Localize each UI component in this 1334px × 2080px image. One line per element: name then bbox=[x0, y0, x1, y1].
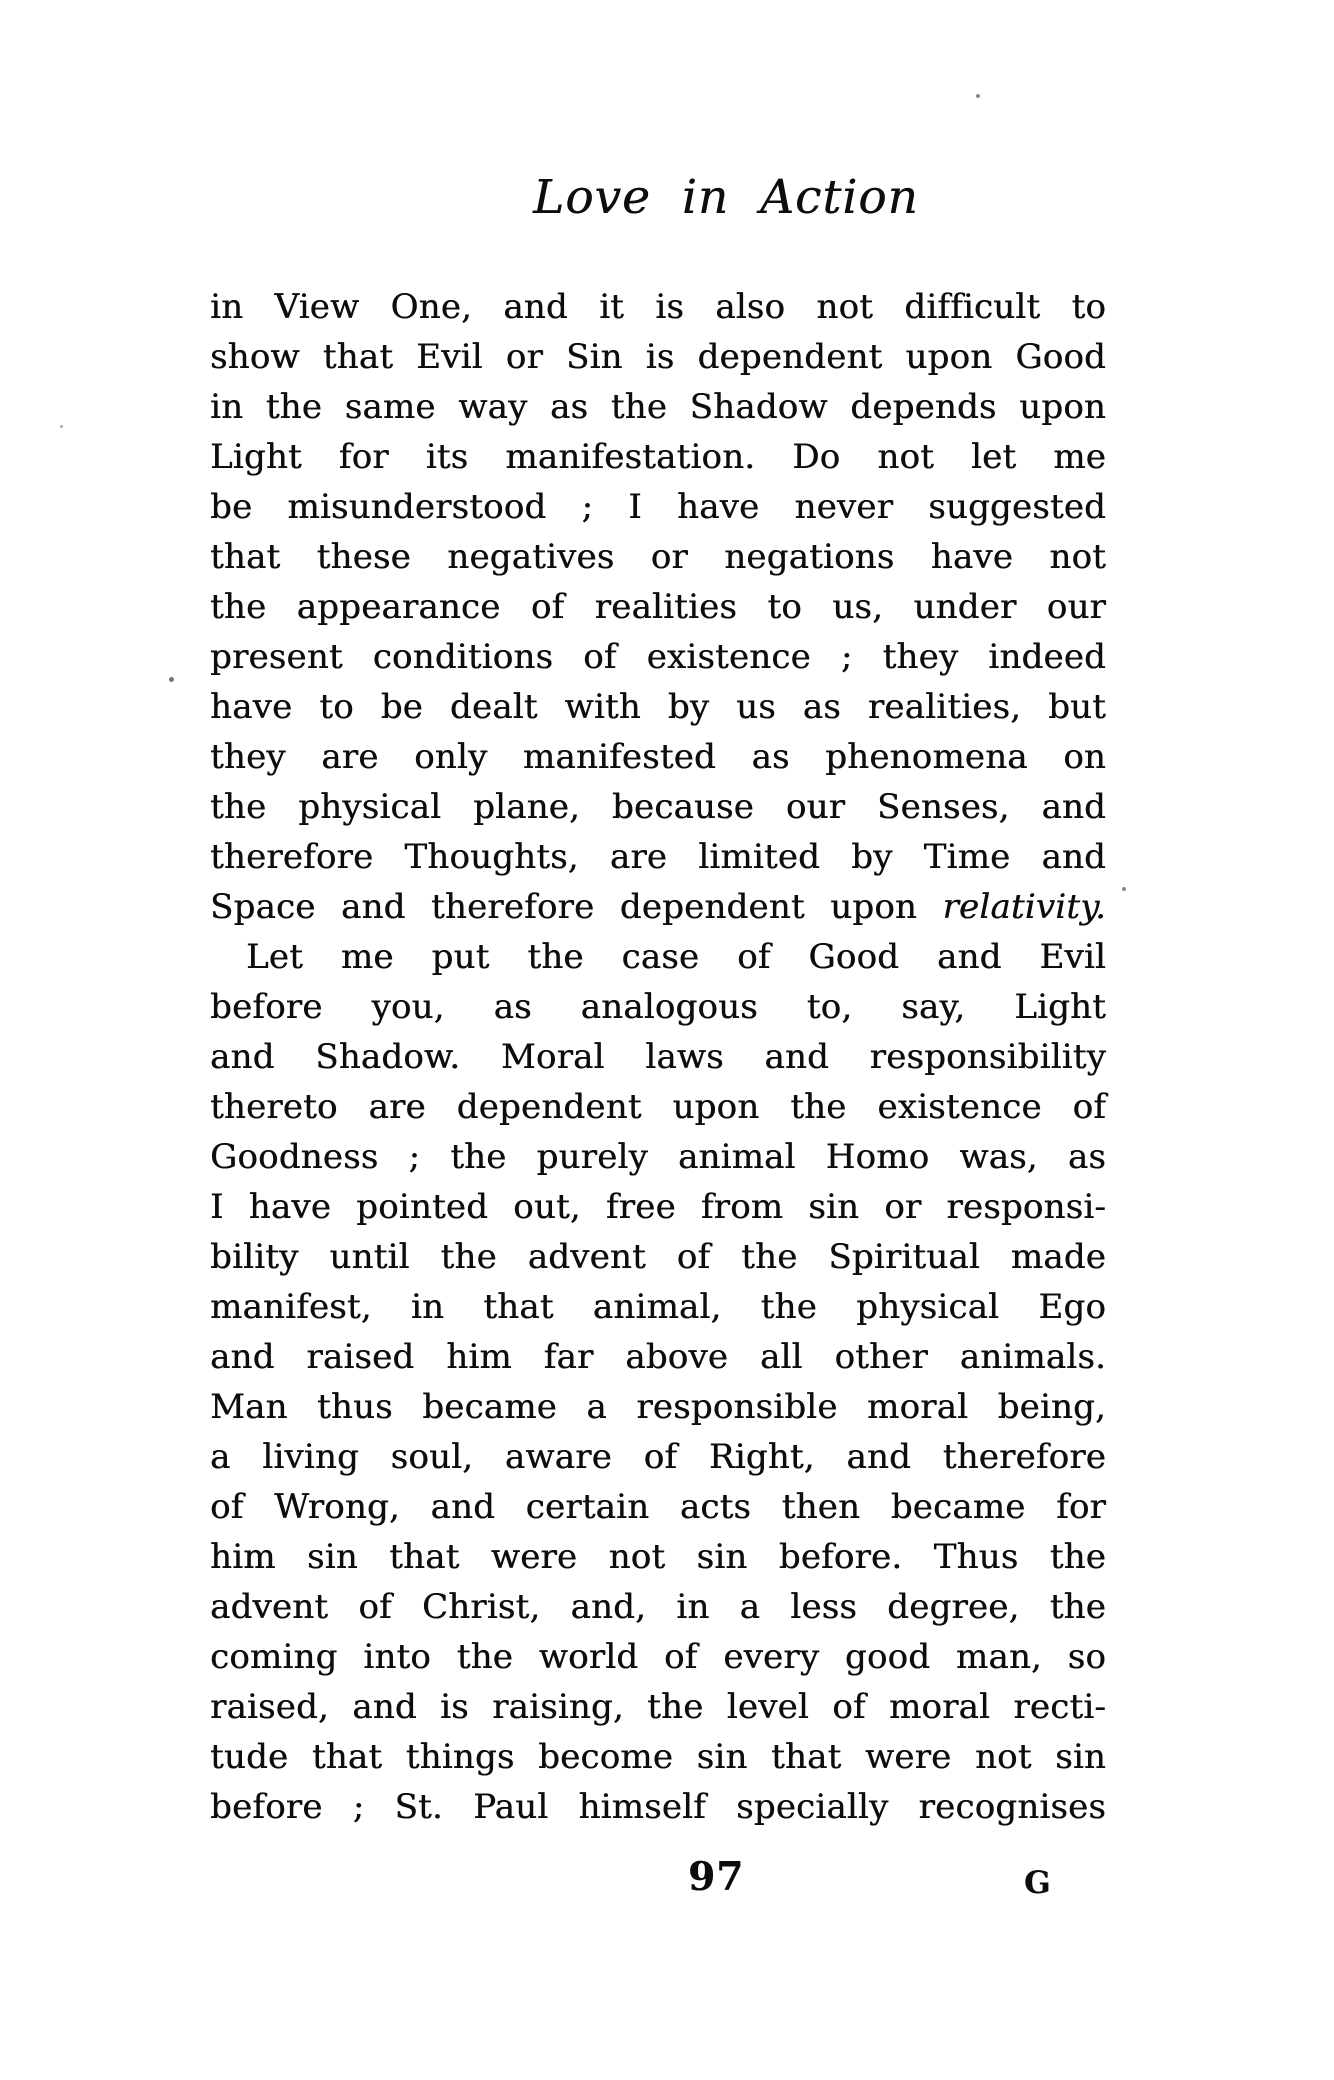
text-line: manifest, in that animal, the physical Ego bbox=[210, 1287, 1106, 1327]
scan-speck bbox=[169, 677, 174, 682]
text-line: Goodness ; the purely animal Homo was, as bbox=[210, 1137, 1106, 1177]
text-line: bility until the advent of the Spiritual made bbox=[210, 1237, 1106, 1277]
text-line: have to be dealt with by us as realities, but bbox=[210, 687, 1106, 727]
scan-speck bbox=[60, 425, 63, 428]
text-line: thereto are dependent upon the existence of bbox=[210, 1087, 1106, 1127]
text-line: I have pointed out, free from sin or responsi- bbox=[210, 1187, 1106, 1227]
text-line: Let me put the case of Good and Evil bbox=[246, 937, 1106, 977]
text-line: Man thus became a responsible moral being, bbox=[210, 1387, 1106, 1427]
scan-speck bbox=[1122, 887, 1126, 891]
text-line: the appearance of realities to us, under our bbox=[210, 587, 1106, 627]
text-line: advent of Christ, and, in a less degree, the bbox=[210, 1587, 1106, 1627]
text-line: before ; St. Paul himself specially recognises bbox=[210, 1787, 1106, 1827]
text-line: him sin that were not sin before. Thus the bbox=[210, 1537, 1106, 1577]
text-line: and Shadow. Moral laws and responsibility bbox=[210, 1037, 1106, 1077]
signature-mark: G bbox=[1024, 1865, 1051, 1901]
text-line: tude that things become sin that were not sin bbox=[210, 1737, 1106, 1777]
text-line: they are only manifested as phenomena on bbox=[210, 737, 1106, 777]
text-line: the physical plane, because our Senses, and bbox=[210, 787, 1106, 827]
scan-speck bbox=[976, 94, 980, 98]
page-number: 97 bbox=[688, 1854, 745, 1900]
text-line: present conditions of existence ; they indeed bbox=[210, 637, 1106, 677]
text-line: Space and therefore dependent upon relativity. bbox=[210, 887, 1106, 927]
text-line: Light for its manifestation. Do not let me bbox=[210, 437, 1106, 477]
page-body bbox=[210, 282, 1106, 1832]
paragraph bbox=[210, 932, 1106, 1832]
text-line: in the same way as the Shadow depends upon bbox=[210, 387, 1106, 427]
text-line: a living soul, aware of Right, and therefore bbox=[210, 1437, 1106, 1477]
text-line: be misunderstood ; I have never suggested bbox=[210, 487, 1106, 527]
text-line: and raised him far above all other animals. bbox=[210, 1337, 1106, 1377]
text-line: therefore Thoughts, are limited by Time and bbox=[210, 837, 1106, 877]
text-line: in View One, and it is also not difficult to bbox=[210, 287, 1106, 327]
text-line: show that Evil or Sin is dependent upon Good bbox=[210, 337, 1106, 377]
text-line: of Wrong, and certain acts then became for bbox=[210, 1487, 1106, 1527]
text-line: that these negatives or negations have not bbox=[210, 537, 1106, 577]
text-line: coming into the world of every good man, so bbox=[210, 1637, 1106, 1677]
text-line: raised, and is raising, the level of moral recti- bbox=[210, 1687, 1106, 1727]
paragraph bbox=[210, 282, 1106, 932]
page-title: Love in Action bbox=[533, 170, 919, 225]
text-line: before you, as analogous to, say, Light bbox=[210, 987, 1106, 1027]
